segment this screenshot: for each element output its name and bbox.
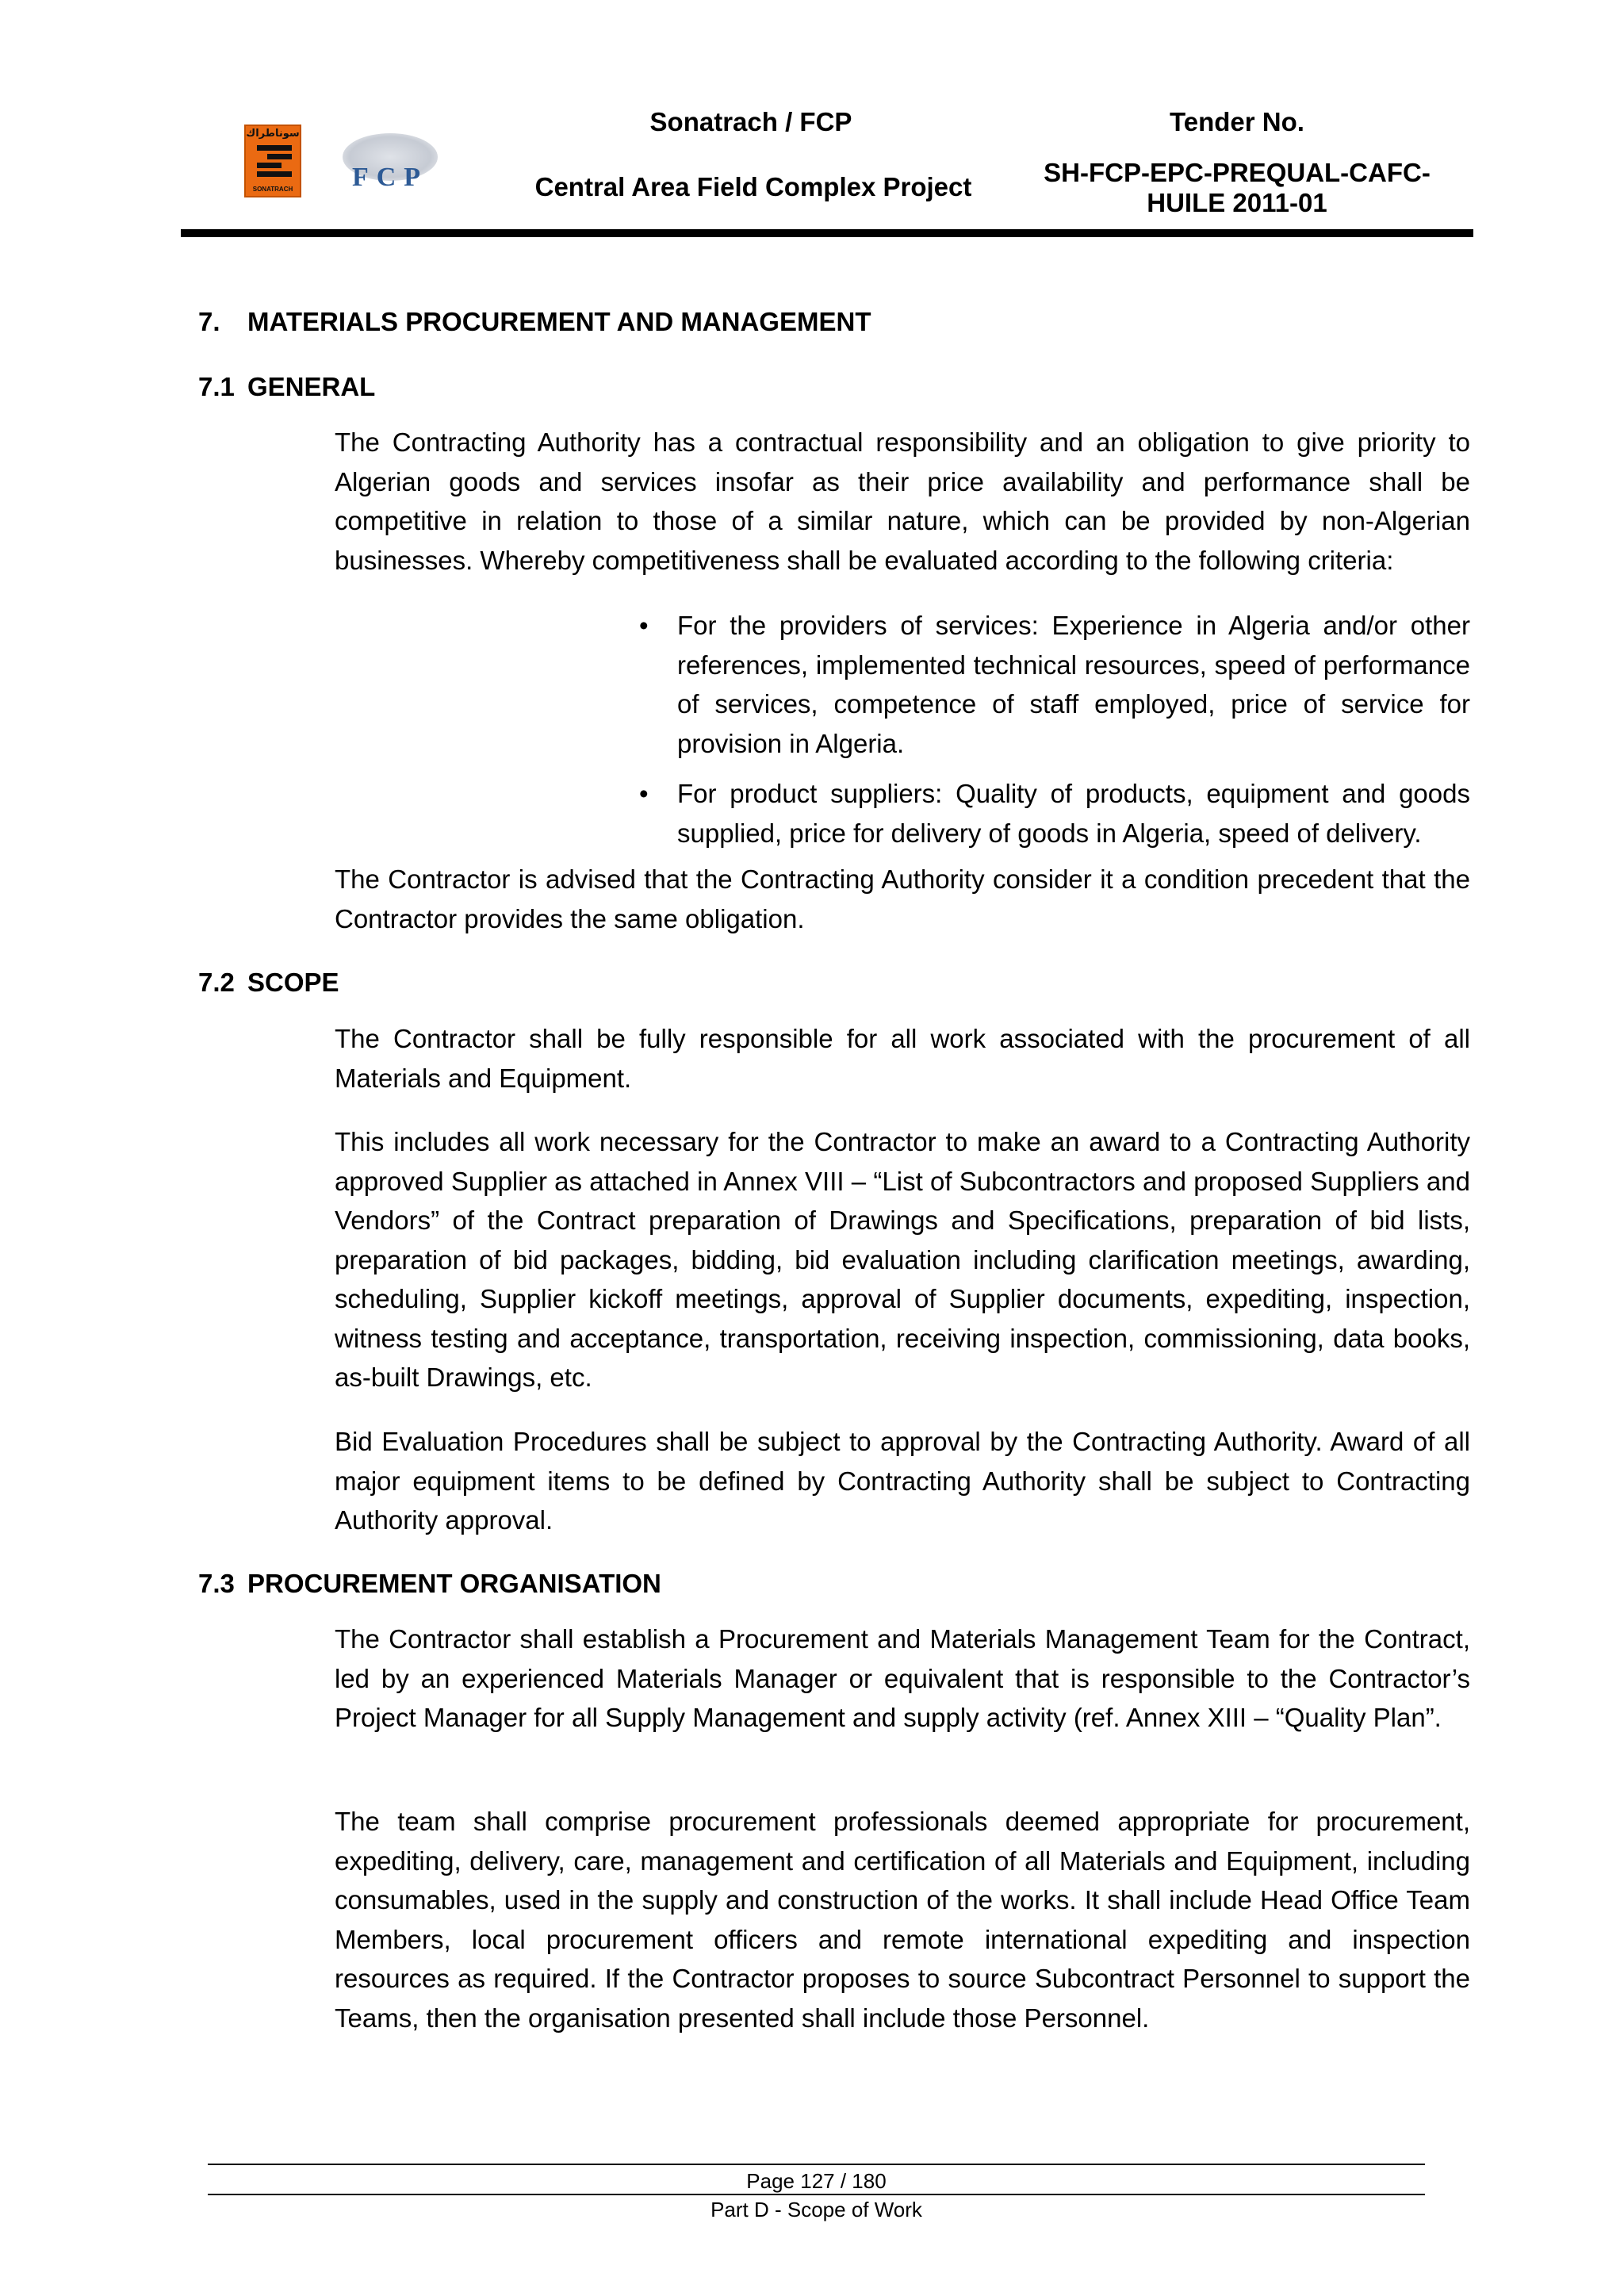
bullet-icon: • (639, 611, 649, 640)
scope-paragraph-2: This includes all work necessary for the Contractor to make an award to a Contracting Authority approved Supplier as attached in Annex VIII – “List of Subcontractors and proposed Suppliers and Vendors” of the Contract preparation of Drawings and Specifications, preparation of bid lists, preparation of bid packages, bidding, bid evaluation including clarification meetings, awarding, scheduling, Supplier kickoff meetings, approval of Supplier documents, expediting, inspection, witness testing and acceptance, transportation, receiving inspection, commissioning, data books, as-built Drawings, etc. (335, 1127, 1470, 1392)
footer-rule-top (208, 2164, 1425, 2165)
page-header (0, 0, 1624, 238)
general-paragraph-1: The Contracting Authority has a contractual responsibility and an obligation to give priority to Algerian goods and services insofar as their price availability and performance shall be competitive in relation to those of a similar nature, which can be provided by non-Algerian businesses. Whereby competitiveness shall be evaluated according to the following criteria: (335, 427, 1470, 575)
header-tender-number-line1: SH-FCP-EPC-PREQUAL-CAFC- (1044, 158, 1431, 187)
scope-paragraph-1: The Contractor shall be fully responsible for all work associated with the procurement of all Materials and Equipment. (335, 1024, 1470, 1093)
heading-7-1: 7.1 GENERAL (198, 372, 376, 401)
scope-paragraph-3: Bid Evaluation Procedures shall be subject to approval by the Contracting Authority. Award of all major equipment items to be defined by Contracting Authority shall be subject to Contracting Authority approval. (335, 1427, 1470, 1535)
header-project: Central Area Field Complex Project (534, 172, 972, 201)
heading-7-3: 7.3 PROCUREMENT ORGANISATION (198, 1569, 661, 1598)
criteria-list (639, 606, 1470, 853)
footer-part: Part D - Scope of Work (710, 2198, 922, 2221)
fcp-logo: FCP (327, 130, 454, 197)
header-tender-number-line2: HUILE 2011-01 (1147, 188, 1327, 217)
page-number: Page 127 / 180 (746, 2169, 887, 2193)
organisation-paragraph-1: The Contractor shall establish a Procurement and Materials Management Team for the Contract, led by an experienced Materials Manager or equivalent that is responsible to the Contractor’s Project Manager for all Supply Management and supply activity (ref. Annex XIII – “Quality Plan”. (335, 1624, 1470, 1732)
heading-7-2: 7.2 SCOPE (198, 968, 339, 997)
general-paragraph-2: The Contractor is advised that the Contracting Authority consider it a condition precedent that the Contractor provides the same obligation. (335, 864, 1470, 933)
heading-7: 7. MATERIALS PROCUREMENT AND MANAGEMENT (198, 307, 871, 336)
sonatrach-logo: سوناطراك SONATRACH (244, 125, 301, 197)
header-rule (181, 229, 1473, 237)
bullet-icon: • (639, 779, 649, 808)
list-item: • For the providers of services: Experience in Algeria and/or other references, implemented technical resources, speed of performance of services, competence of staff employed, price of service for provision in Algeria. (639, 606, 1470, 763)
list-item: • For product suppliers: Quality of products, equipment and goods supplied, price for delivery of goods in Algeria, speed of delivery. (639, 774, 1470, 853)
header-company: Sonatrach / FCP (649, 107, 852, 136)
organisation-paragraph-2: The team shall comprise procurement professionals deemed appropriate for procurement, expediting, delivery, care, management and certification of all Materials and Equipment, including consumables, used in the supply and construction of the works. It shall include Head Office Team Members, local procurement officers and remote international expediting and inspection resources as required. If the Contractor proposes to source Subcontract Personnel to support the Teams, then the organisation presented shall include those Personnel. (335, 1807, 1470, 2033)
footer-rule-bottom (208, 2194, 1425, 2195)
header-tender-label: Tender No. (1170, 107, 1304, 136)
